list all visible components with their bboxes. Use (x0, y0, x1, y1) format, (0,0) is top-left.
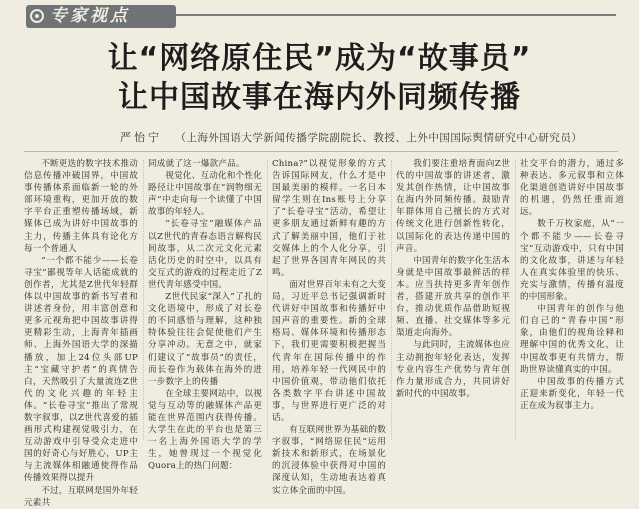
text-column-5 (520, 158, 624, 440)
author-name: 严怡宁 (120, 131, 162, 144)
paragraph: 中国青年的数字化生活本身就是中国故事最鲜活的样本。应当扶持更多青年创作者，搭建开放共享的创作平台，推动优质作品借助短视频、直播、社交媒体等多元渠道走向海外。 (396, 255, 510, 339)
paragraph: “一个都不能少——长卷寻宝”鄙视等年人话能成就的创作者，尤其是Z世代年轻群体以中国故事的新书写者和讲述者身份，用丰富创意和更多元视角把中国故事讲得更精彩生动，上海青年插画师、上海外国语大学的深描播放，加上24位头部UP主“宝藏守护者”的真情告白，天然吸引了大量流连Z世代的文化兴趣的年轻主体。“长卷寻宝”推出了常规数字叙事，以Z世代喜爱的插画形式构建视觉吸引力，在互动游戏中引导受众走进中国的好奇心与好胜心，UP主与主流媒体相融通使得作品传播效果得以提升 (24, 255, 138, 484)
paragraph: Z世代民家“深入”了扎的文化语境中，形成了对长卷的不同感悟与理解，这种独特体验往往会促使他们产生分享冲动。无意之中，就家们建议了“故事员”的责任，而长卷作为载体在海外的进一步数字上的传播 (148, 292, 262, 387)
column-banner-label: 专家视点 (50, 6, 130, 26)
paragraph: 有互联网世界为基础的数字叙事，“网络原住民”运用新技术和新形式，在场景化的沉浸体验中获得对中国的深度认知，生动地表达着真实立体全面的中国。 (272, 425, 386, 496)
paragraph: 数千万枚家庭，从“一个都不能少——长卷寻宝”互动游戏中，只有中国的文化故事，讲述与年轻人在真实体验里的快乐、充实与激情，传播有温度的中国形象。 (520, 219, 624, 303)
paragraph: 在全球主要网站中，以视觉与互动等的融媒体产品更能在世界范围内获得传播。大学生在此的平台也是第三一名上海外国语大学的学生，她曾现过一个视觉化Quora上的热门问题： (148, 388, 262, 472)
circle-mark-icon (30, 9, 44, 23)
header-divider (24, 151, 618, 152)
column-banner (26, 5, 176, 28)
text-column-2 (148, 158, 262, 472)
byline (120, 131, 582, 145)
paragraph: 与此同时，主流媒体也应主动拥抱年轻化表达，发挥专业内容生产优势与青年创作力量形成合力，共同讲好新时代的中国故事。 (396, 340, 510, 399)
paragraph: 中国青年的创作与他们自己的“青春中国”形象，由他们的视角诠释和理解中国的优秀文化，让中国故事更有共情力，帮助世界读懂真实的中国。 (520, 304, 624, 375)
paragraph: 我们要注重培育面向Z世代的中国故事的讲述者，激发其创作热情，让中国故事在海内外同频传播。鼓励青年群体用自己擅长的方式对传统文化进行创新性转化，以国际化的表达传递中国的声音。 (396, 159, 510, 254)
paragraph: 面对世界百年未有之大变局，习近平总书记强调新时代讲好中国故事和传播好中国声音的重要性。新的全球格局、媒体环境和传播形态下，我们更需要积极把握当代青年在国际传播中的作用，培养年轻一代网民中的中国价值观，带动他们依托各类数字平台讲述中国故事，与世界进行更广泛的对话。 (272, 279, 386, 423)
paragraph: China?”以视觉形象的方式告诉国际网友，什么才是中国最美丽的模样。一名日本留学生则在Ins账号上分享了“长卷寻宝”活动，希望让更多朋友通过新鲜有趣的方式了解美丽中国，他们于社交媒体上的个人化分享，引起了世界各国青年网民的共鸣。 (272, 159, 386, 278)
paragraph: 中国故事的传播方式正迎来新变化，年轻一代正在成为叙事主力。 (520, 376, 624, 411)
headline-line-2: 让中国故事在海内外同频传播 (118, 80, 521, 115)
author-affiliation: （上海外国语大学新闻传播学院副院长、教授、上外中国国际舆情研究中心研究员） (175, 132, 583, 144)
paragraph: “长卷寻宝”融媒体产品以Z世代的青春态语言解构民间故事，从二次元文化元素活化历史的时空中，以具有交互式的游戏的过程走近了Z世代青年感受中国。 (148, 219, 262, 290)
paragraph: 视觉化、互动化和个性化路径让中国故事在“润物细无声”中走向每一个读懂了中国故事的年轻人。 (148, 171, 262, 218)
text-column-3 (272, 158, 386, 496)
paragraph: 不过，互联网是国外年轻元素共 (24, 485, 138, 508)
paragraph: 社交平台的潜力，通过多种表达、多元叙事和立体化渠道创造讲好中国故事的机遇，仍然任重而道远。 (520, 159, 624, 218)
headline-line-1: 让“网络原住民”成为“故事员” (107, 41, 532, 76)
banner-rule (176, 14, 616, 16)
article-body (24, 158, 624, 508)
paragraph: 不断更迭的数字技术推动信息传播冲破国界，中国故事传播体系面临新一轮的外部环境重构，更加开放的数字平台正重塑传播场域，新媒体已成为讲好中国故事的主力，传播主体具有论化方每一个普通人 (24, 159, 138, 254)
text-column-1 (24, 158, 138, 508)
text-column-4 (396, 158, 510, 440)
paragraph: 同成就了这一爆款产品。 (148, 159, 245, 169)
